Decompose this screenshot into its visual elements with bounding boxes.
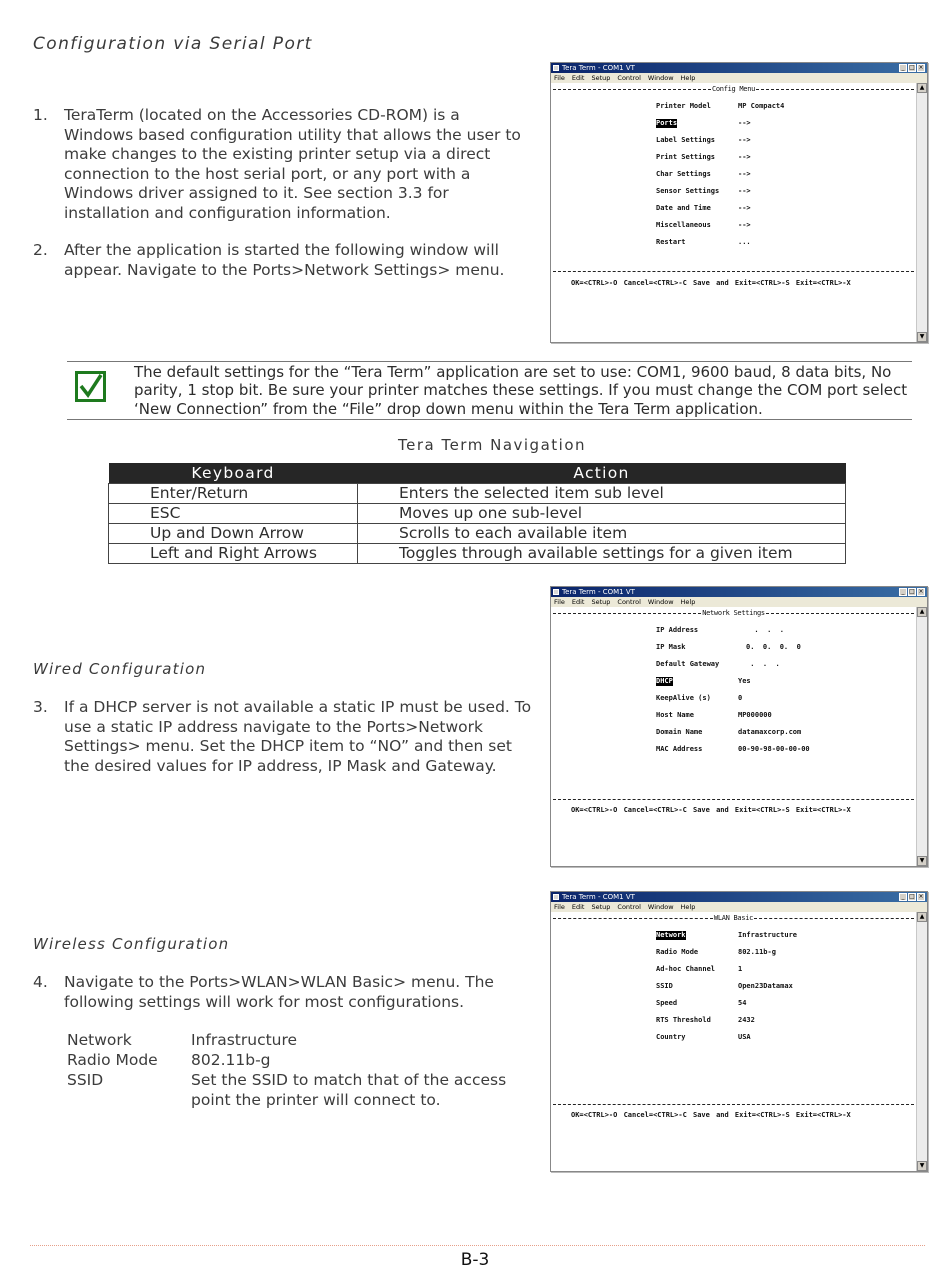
menu-help[interactable]: Help — [680, 903, 696, 911]
setting-value: Open23Datamax — [738, 982, 793, 990]
terminal-app-icon — [553, 589, 559, 595]
table-cell: Scrolls to each available item — [358, 524, 846, 544]
menu-file[interactable]: File — [554, 903, 565, 911]
menu-row-value: --> — [738, 170, 751, 178]
minimize-icon[interactable]: _ — [899, 64, 907, 72]
window-title: Tera Term - COM1 VT — [562, 893, 635, 901]
terminal-footer: OK=<CTRL>-O Cancel=<CTRL>-C Save and Exit=<CTRL>-S Exit=<CTRL>-X — [571, 279, 851, 287]
window-menubar — [551, 73, 927, 83]
menu-row-label[interactable]: Miscellaneous — [656, 221, 711, 229]
screen-title-rule — [553, 609, 914, 617]
menu-row-value: --> — [738, 119, 751, 127]
menu-row-value: ... — [738, 238, 751, 246]
menu-control[interactable]: Control — [617, 903, 641, 911]
setting-value: 00-90-98-00-00-00 — [738, 745, 810, 753]
table-row — [109, 504, 846, 524]
terminal-footer: OK=<CTRL>-O Cancel=<CTRL>-C Save and Exit=<CTRL>-S Exit=<CTRL>-X — [571, 806, 851, 814]
minimize-icon[interactable]: _ — [899, 588, 907, 596]
menu-row-label[interactable]: Print Settings — [656, 153, 716, 161]
setting-value: 0. 0. 0. 0 — [746, 643, 801, 651]
menu-row-value: --> — [738, 136, 751, 144]
table-header-row — [109, 463, 846, 484]
table-cell: Enters the selected item sub level — [358, 484, 846, 504]
setting-label[interactable]: Domain Name — [656, 728, 703, 736]
wired-heading: Wired Configuration — [33, 660, 207, 678]
setting-label[interactable]: Ad-hoc Channel — [656, 965, 716, 973]
table-cell: ESC — [109, 504, 358, 524]
menu-file[interactable]: File — [554, 598, 565, 606]
step-number: 4. — [33, 973, 48, 991]
setting-label[interactable]: Default Gateway — [656, 660, 720, 668]
section-heading: Configuration via Serial Port — [33, 34, 313, 54]
setting-value: USA — [738, 1033, 751, 1041]
column-header: Keyboard — [109, 463, 358, 484]
menu-setup[interactable]: Setup — [591, 903, 611, 911]
window-menubar — [551, 902, 927, 912]
screen-title: WLAN Basic — [713, 914, 754, 922]
table-caption: Tera Term Navigation — [398, 436, 586, 454]
table-cell: Moves up one sub-level — [358, 504, 846, 524]
screen-title: Config Menu — [711, 85, 756, 93]
step-number: 1. — [33, 106, 48, 124]
setting-value: Infrastructure — [191, 1031, 298, 1049]
step-text: TeraTerm (located on the Accessories CD-ROM) is a Windows based configuration utility that allows the user to make changes to the existing printer setup via a direct connection to the host serial port, or any port with a Windows driver assigned to it. See section 3.3 for installation and configuration information. — [64, 106, 521, 222]
step-number: 3. — [33, 698, 48, 716]
setting-value: Set the SSID to match that of the access point the printer will connect to. — [191, 1071, 507, 1109]
maximize-icon[interactable]: □ — [909, 588, 915, 595]
wireless-heading: Wireless Configuration — [33, 935, 230, 953]
menu-row-label[interactable]: Char Settings — [656, 170, 711, 178]
step-3 — [33, 698, 533, 798]
footer-rule — [553, 799, 914, 800]
setting-label: Network — [67, 1031, 132, 1049]
menu-row-label[interactable]: Label Settings — [656, 136, 716, 144]
menu-row-label-selected[interactable]: Ports — [656, 119, 678, 127]
terminal-footer: OK=<CTRL>-O Cancel=<CTRL>-C Save and Exit=<CTRL>-S Exit=<CTRL>-X — [571, 1111, 851, 1119]
step-text: If a DHCP server is not available a static IP must be used. To use a static IP address navigate to the Ports>Network Settings> menu. Set the DHCP item to “NO” and then set the desired values for IP address, IP Mask and Gateway. — [64, 698, 532, 775]
setting-label[interactable]: Host Name — [656, 711, 694, 719]
scroll-up-icon[interactable]: ▲ — [917, 83, 927, 93]
setting-label[interactable]: Country — [656, 1033, 686, 1041]
menu-file[interactable]: File — [554, 74, 565, 82]
note-box — [67, 361, 912, 420]
terminal-screen — [551, 607, 916, 866]
setting-value: 2432 — [738, 1016, 755, 1024]
setting-label[interactable]: KeepAlive (s) — [656, 694, 711, 702]
setting-value: 1 — [738, 965, 743, 973]
menu-row-label[interactable]: Sensor Settings — [656, 187, 720, 195]
setting-value: Infrastructure — [738, 931, 798, 939]
setting-value: 802.11b-g — [191, 1051, 271, 1069]
scroll-up-icon[interactable]: ▲ — [917, 607, 927, 617]
terminal-app-icon — [553, 894, 559, 900]
screen-title: Network Settings — [702, 609, 765, 617]
menu-row-value: --> — [738, 153, 751, 161]
step-number: 2. — [33, 241, 48, 259]
scroll-up-icon[interactable]: ▲ — [917, 912, 927, 922]
menu-setup[interactable]: Setup — [591, 598, 611, 606]
table-cell: Enter/Return — [109, 484, 358, 504]
window-titlebar — [551, 63, 927, 73]
tera-term-window-config-menu — [550, 62, 928, 343]
vertical-scrollbar[interactable] — [916, 83, 927, 342]
page-number: B-3 — [460, 1250, 490, 1270]
setting-label[interactable]: Radio Mode — [656, 948, 699, 956]
setting-value: . . . — [746, 660, 780, 668]
setting-value: 0 — [738, 694, 743, 702]
terminal-screen — [551, 912, 916, 1171]
window-title: Tera Term - COM1 VT — [562, 64, 635, 72]
window-menubar — [551, 597, 927, 607]
menu-help[interactable]: Help — [680, 598, 696, 606]
window-titlebar — [551, 587, 927, 597]
menu-setup[interactable]: Setup — [591, 74, 611, 82]
window-titlebar — [551, 892, 927, 902]
setting-label: SSID — [67, 1071, 104, 1089]
checkmark-icon — [75, 371, 106, 402]
table-cell: Toggles through available settings for a given item — [358, 544, 846, 564]
menu-edit[interactable]: Edit — [571, 74, 585, 82]
step-text: After the application is started the following window will appear. Navigate to the Ports>Network Settings> menu. — [64, 241, 505, 279]
table-row — [109, 524, 846, 544]
scroll-down-icon[interactable]: ▼ — [917, 856, 927, 866]
menu-row-value: MP Compact4 — [738, 102, 785, 110]
setting-label[interactable]: SSID — [656, 982, 673, 990]
terminal-screen — [551, 83, 916, 342]
scroll-down-icon[interactable]: ▼ — [917, 1161, 927, 1171]
column-header: Action — [358, 463, 846, 484]
screen-title-rule — [553, 914, 914, 922]
close-icon[interactable]: × — [918, 588, 924, 595]
menu-row-value: --> — [738, 204, 751, 212]
setting-label-selected[interactable]: Network — [656, 931, 686, 939]
menu-row-label: Printer Model — [656, 102, 711, 110]
step-1 — [33, 106, 533, 222]
menu-control[interactable]: Control — [617, 598, 641, 606]
terminal-app-icon — [553, 65, 559, 71]
setting-label: Radio Mode — [67, 1051, 158, 1069]
menu-window[interactable]: Window — [647, 598, 674, 606]
step-text: Navigate to the Ports>WLAN>WLAN Basic> menu. The following settings will work for most configurations. — [64, 973, 494, 1011]
setting-value: MP000000 — [738, 711, 772, 719]
table-row — [109, 544, 846, 564]
close-icon[interactable]: × — [918, 893, 924, 900]
menu-control[interactable]: Control — [617, 74, 641, 82]
window-title: Tera Term - COM1 VT — [562, 588, 635, 596]
minimize-icon[interactable]: _ — [899, 893, 907, 901]
maximize-icon[interactable]: □ — [909, 893, 915, 900]
vertical-scrollbar[interactable] — [916, 912, 927, 1171]
footer-rule — [553, 271, 914, 272]
menu-row-value: --> — [738, 187, 751, 195]
step-4 — [33, 973, 533, 1013]
note-text: The default settings for the “Tera Term” application are set to use: COM1, 9600 baud, 8 data bits, No parity, 1 stop bit. Be sure your printer matches these settings. If you must change the COM port select ‘New Connection” from the “File” drop down menu within the Tera Term application. — [134, 363, 908, 418]
table-row — [109, 484, 846, 504]
menu-row-label[interactable]: Date and Time — [656, 204, 711, 212]
menu-row-value: --> — [738, 221, 751, 229]
maximize-icon[interactable]: □ — [909, 64, 915, 71]
setting-value: datamaxcorp.com — [738, 728, 802, 736]
setting-label[interactable]: MAC Address — [656, 745, 703, 753]
setting-label[interactable]: IP Address — [656, 626, 699, 634]
menu-row-label[interactable]: Restart — [656, 238, 686, 246]
menu-window[interactable]: Window — [647, 74, 674, 82]
menu-edit[interactable]: Edit — [571, 598, 585, 606]
footer-rule — [553, 1104, 914, 1105]
setting-value: Yes — [738, 677, 751, 685]
scroll-down-icon[interactable]: ▼ — [917, 332, 927, 342]
setting-value: 54 — [738, 999, 747, 1007]
setting-label[interactable]: IP Mask — [656, 643, 686, 651]
setting-label-selected[interactable]: DHCP — [656, 677, 673, 685]
vertical-scrollbar[interactable] — [916, 607, 927, 866]
close-icon[interactable]: × — [918, 64, 924, 71]
setting-label[interactable]: RTS Threshold — [656, 1016, 711, 1024]
setting-label[interactable]: Speed — [656, 999, 678, 1007]
table-cell: Up and Down Arrow — [109, 524, 358, 544]
tera-term-window-network-settings — [550, 586, 928, 867]
setting-value: 802.11b-g — [738, 948, 776, 956]
setting-value: . . . — [746, 626, 784, 634]
screen-title-rule — [553, 85, 914, 93]
navigation-table — [108, 463, 846, 564]
tera-term-window-wlan-basic — [550, 891, 928, 1172]
footer-divider — [30, 1245, 925, 1246]
menu-window[interactable]: Window — [647, 903, 674, 911]
step-2 — [33, 241, 533, 281]
menu-edit[interactable]: Edit — [571, 903, 585, 911]
menu-help[interactable]: Help — [680, 74, 696, 82]
table-cell: Left and Right Arrows — [109, 544, 358, 564]
